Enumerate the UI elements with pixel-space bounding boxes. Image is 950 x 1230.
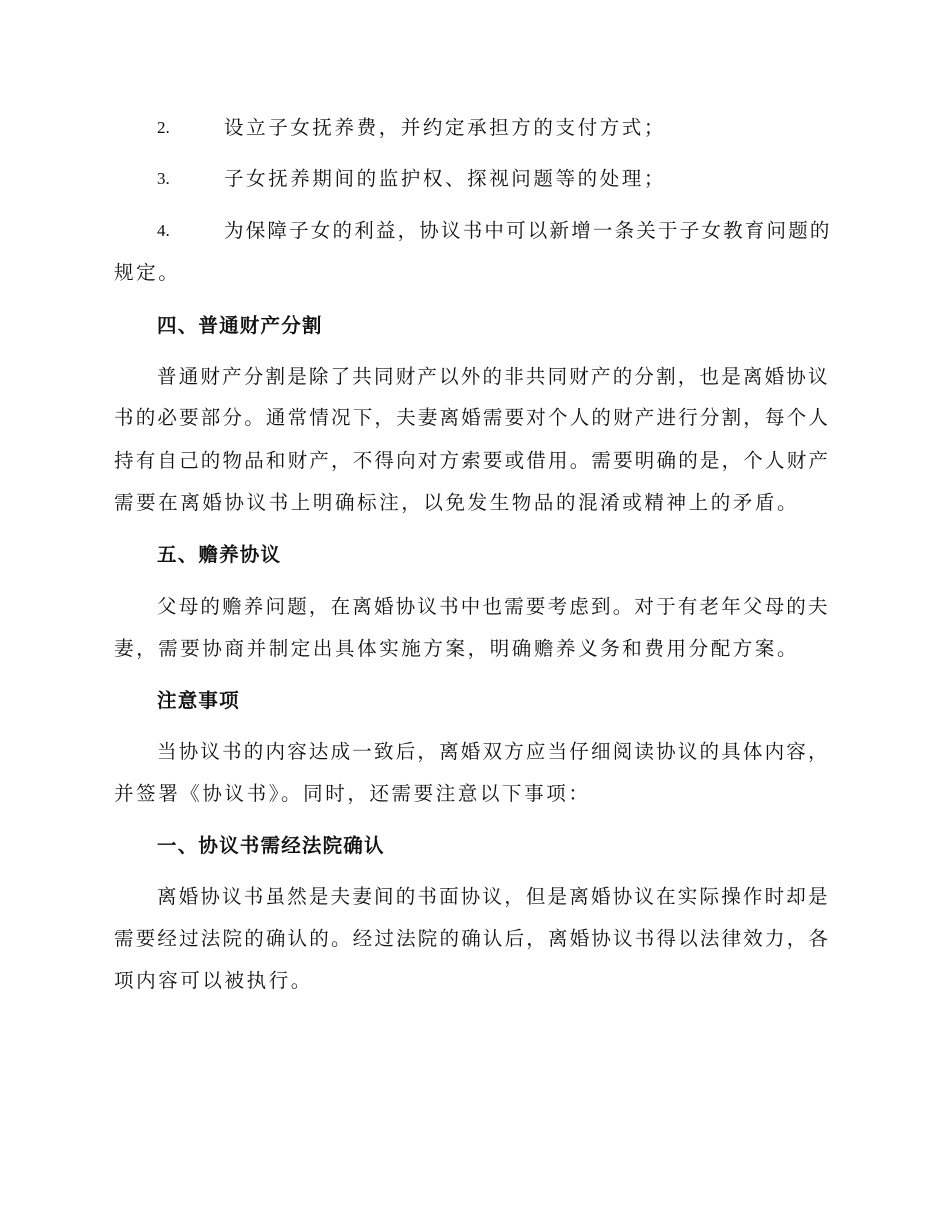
section-heading: 五、赡养协议 — [157, 543, 282, 566]
paragraph-line: 持有自己的物品和财产，不得向对方索要或借用。需要明确的是，个人财产 — [114, 449, 831, 472]
paragraph-line: 父母的赡养问题，在离婚协议书中也需要考虑到。对于有老年父母的夫 — [157, 595, 830, 618]
paragraph-line: 普通财产分割是除了共同财产以外的非共同财产的分割，也是离婚协议 — [157, 365, 830, 388]
list-item-continuation: 规定。 — [114, 261, 181, 284]
list-item-number: 3. — [157, 169, 170, 188]
list-item-text: 为保障子女的利益，协议书中可以新增一条关于子女教育问题的 — [224, 219, 832, 242]
paragraph-line: 需要经过法院的确认的。经过法院的确认后，离婚协议书得以法律效力，各 — [114, 927, 831, 950]
list-item-number: 4. — [157, 221, 170, 240]
paragraph-line: 当协议书的内容达成一致后，离婚双方应当仔细阅读协议的具体内容， — [157, 740, 830, 763]
paragraph-line: 妻，需要协商并制定出具体实施方案，明确赡养义务和费用分配方案。 — [114, 637, 800, 660]
paragraph-line: 离婚协议书虽然是夫妻间的书面协议，但是离婚协议在实际操作时却是 — [157, 885, 830, 908]
section-heading: 注意事项 — [157, 689, 240, 712]
list-item-number: 2. — [157, 118, 170, 137]
list-item-text: 设立子女抚养费，并约定承担方的支付方式； — [224, 116, 667, 139]
section-heading: 四、普通财产分割 — [157, 314, 323, 337]
paragraph-line: 并签署《协议书》。同时，还需要注意以下事项： — [114, 782, 591, 805]
list-item-text: 子女抚养期间的监护权、探视问题等的处理； — [224, 167, 667, 190]
paragraph-line: 书的必要部分。通常情况下，夫妻离婚需要对个人的财产进行分割，每个人 — [114, 406, 831, 429]
paragraph-line: 需要在离婚协议书上明确标注，以免发生物品的混淆或精神上的矛盾。 — [114, 491, 800, 514]
section-heading: 一、协议书需经法院确认 — [157, 834, 385, 857]
paragraph-line: 项内容可以被执行。 — [114, 969, 313, 992]
